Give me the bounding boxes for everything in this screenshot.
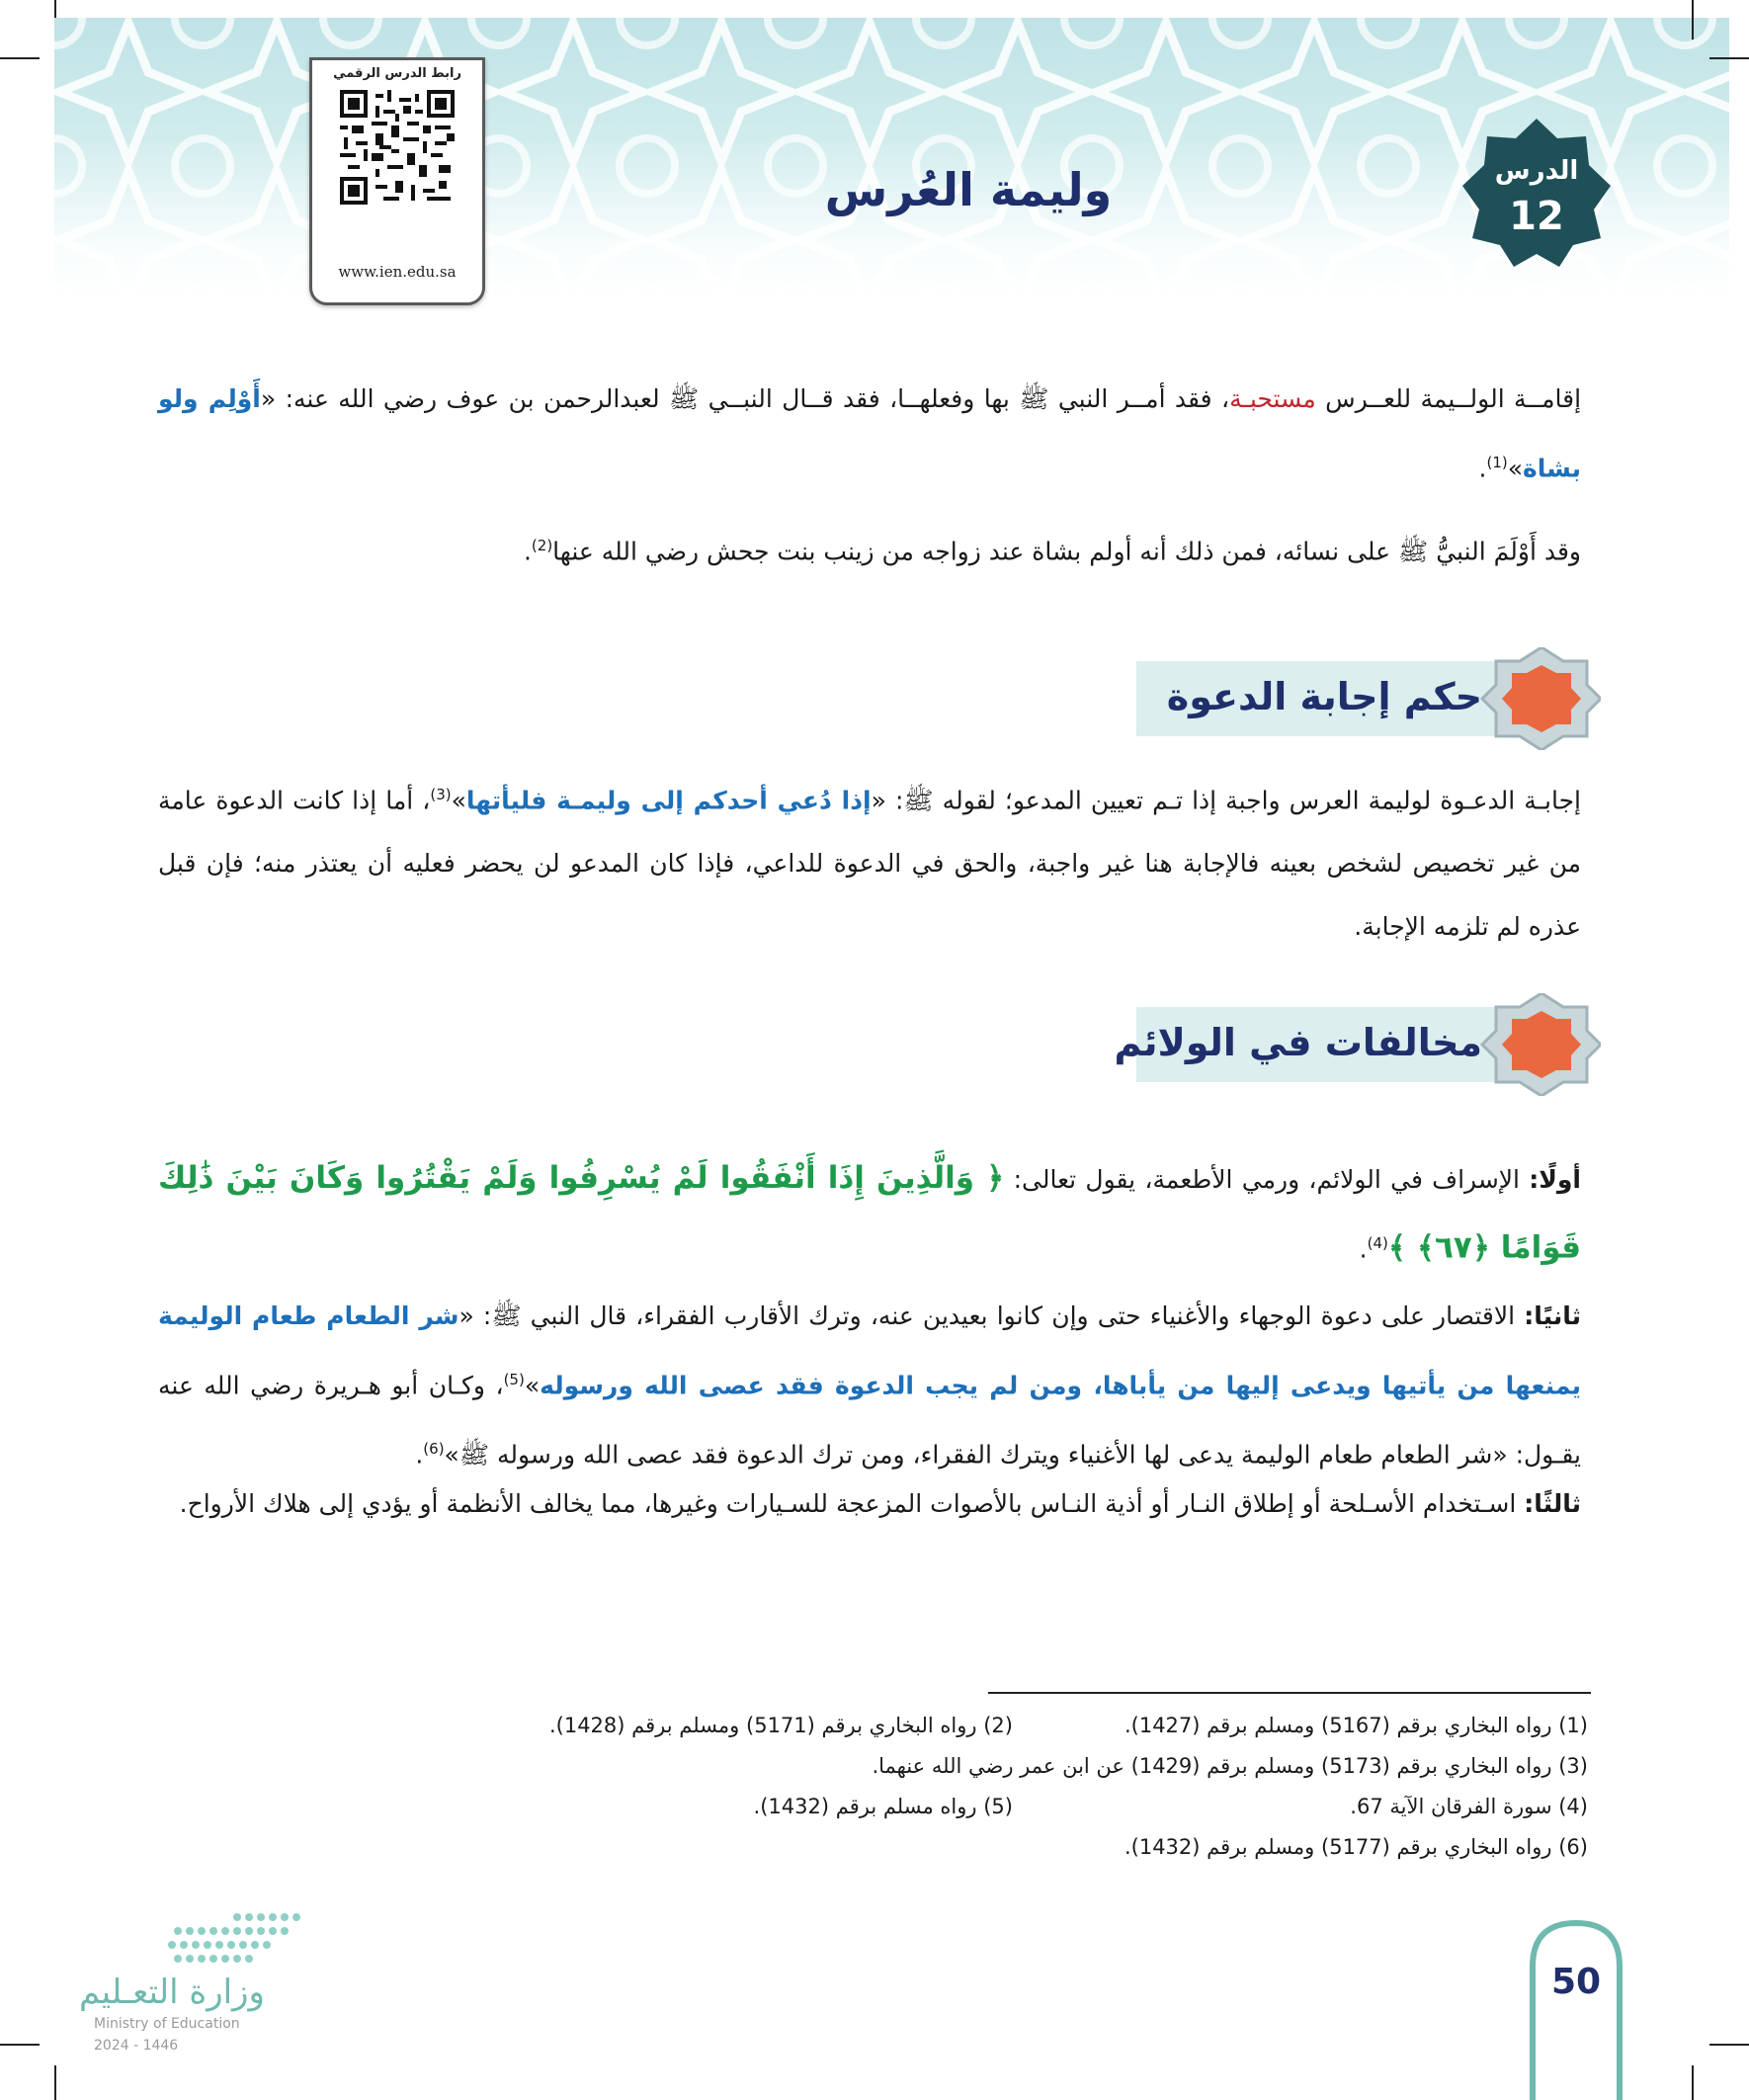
page-tab-icon — [1527, 1917, 1625, 2100]
section1-text: ، أما إذا كانت الدعوة عامة من غير تخصيص لشخص بعينه فالإجابة هنا غير واجبة، والحق في الدعوة للداعي، فإذا كان المدعو لن يحضر فعليه أن يعتذر منه؛ فإن قبل عذره لم تلزمه الإجابة. — [158, 786, 1581, 942]
intro-paragraph-1: إقامــة الولــيمة للعــرس مستحبـة، فقد أمــر النبي ﷺ بها وفعلهــا، فقد قــال النبــي ﷺ لعبدالرحمن بن عوف رضي الله عنه: «أَوْلِم ولو بشاة»$^{(1)}$. — [158, 384, 1582, 483]
qr-title: رابط الدرس الرقمي — [333, 66, 461, 81]
footnote-ref[interactable]: (5) — [503, 1371, 525, 1388]
intro-text: وقد أَوْلَمَ النبيُّ ﷺ على نسائه، فمن ذلك أنه أولم بشاة عند زواجه من زينب بنت جحش رضي الله عنها — [552, 537, 1581, 566]
footnote-ref[interactable]: (2) — [531, 537, 553, 554]
footnote-3: (3) رواه البخاري برقم (5173) ومسلم برقم (1429) عن ابن عمر رضي الله عنهما. — [872, 1754, 1588, 1778]
section1-paragraph — [158, 763, 1581, 959]
violation-first: أولًا: الإسراف في الولائم، ورمي الأطعمة، يقول تعالى: ﴿ وَالَّذِينَ إِذَا أَنْفَقُوا لَمْ يُسْرِفُوا وَلَمْ يَقْتُرُوا وَكَانَ بَيْنَ ذَٰلِكَ قَوَامًا ﴿٦٧﴾ ﴾$^{(4)}$. — [158, 1160, 1581, 1266]
hadith-quote: إذا دُعي أحدكم إلى وليمـة فليأتها — [465, 786, 872, 815]
crop-mark — [1692, 2065, 1694, 2100]
violation-second: ثانيًا: الاقتصار على دعوة الوجهاء والأغنياء حتى وإن كانوا بعيدين عنه، وترك الأقارب الفقراء، قال النبي ﷺ: «شر الطعام طعام الوليمة يمنعها من يأتيها ويدعى إليها من يأباها، ومن لم يجب الدعوة فقد عصى الله ورسوله»$^{(5)}$، وكـان أبو هـريرة رضي الله عنه يقـول: «شر الطعام طعام الوليمة يدعى لها الأغنياء ويترك الفقراء، ومن ترك الدعوة فقد عصى الله ورسوله ﷺ»$^{(6)}$. — [158, 1302, 1581, 1470]
footnote-divider — [988, 1692, 1591, 1694]
violation-text: الاقتصار على دعوة الوجهاء والأغنياء حتى وإن كانوا بعيدين عنه، وترك الأقارب الفقراء، قال النبي ﷺ: « — [458, 1302, 1525, 1330]
quote-close: » — [451, 786, 466, 815]
crop-mark — [54, 2065, 56, 2100]
footnote-ref[interactable]: (6) — [423, 1440, 445, 1459]
quote-close: » — [1507, 454, 1524, 483]
footnote-4: (4) سورة الفرقان الآية 67. — [1350, 1795, 1588, 1818]
intro-paragraph-2: وقد أَوْلَمَ النبيُّ ﷺ على نسائه، فمن ذلك أنه أولم بشاة عند زواجه من زينب بنت جحش رضي الله عنها$^{(2)}$. — [523, 537, 1581, 566]
ministry-name-ar: وزارة التعـليم — [79, 1973, 265, 2012]
crop-mark — [1709, 2044, 1749, 2046]
qr-url[interactable]: www.ien.edu.sa — [338, 263, 457, 281]
quote-close: » — [524, 1371, 541, 1400]
intro-text: ، فقد أمــر النبي ﷺ بها وفعلهــا، فقد قــال النبــي ﷺ لعبدالرحمن بن عوف رضي الله عنه: « — [260, 384, 1230, 413]
crop-mark — [1709, 57, 1749, 59]
crop-mark — [0, 2044, 40, 2046]
hadith-quote: أَوْلِم ولو بشاة — [158, 384, 1581, 483]
footnote-ref[interactable]: (1) — [1486, 454, 1508, 471]
footnote-6: (6) رواه البخاري برقم (5177) ومسلم برقم (1432). — [1124, 1835, 1588, 1859]
edition-year: 2024 - 1446 — [94, 2038, 179, 2054]
crop-mark — [1692, 0, 1694, 40]
footnote-1: (1) رواه البخاري برقم (5167) ومسلم برقم (1427). — [1124, 1714, 1588, 1737]
lesson-label: الدرس — [1494, 156, 1579, 186]
violation-label: ثالثًا: — [1524, 1489, 1581, 1518]
violation-text: الإسراف في الولائم، ورمي الأطعمة، يقول تعالى: — [1004, 1165, 1530, 1194]
quran-verse: ﴿ وَالَّذِينَ إِذَا أَنْفَقُوا لَمْ يُسْرِفُوا وَلَمْ يَقْتُرُوا وَكَانَ بَيْنَ ذَٰلِكَ قَوَامًا ﴿٦٧﴾ ﴾ — [158, 1160, 1581, 1266]
section-title-1: حكم إجابة الدعوة — [1166, 675, 1482, 718]
qr-code-icon[interactable] — [340, 90, 455, 205]
section1-text: إجابـة الدعـوة لوليمة العرس واجبة إذا تـم تعيين المدعو؛ لقوله ﷺ: « — [871, 786, 1581, 815]
crop-mark — [0, 57, 40, 59]
violation-third — [158, 1472, 1581, 1536]
page-number: 50 — [1550, 1962, 1602, 2002]
footnote-2: (2) رواه البخاري برقم (5171) ومسلم برقم (1428). — [548, 1714, 1013, 1737]
footnote-ref[interactable]: (3) — [430, 786, 452, 803]
crop-mark — [54, 0, 56, 18]
term-mustahabba: مستحبـة — [1229, 384, 1316, 413]
violation-label: أولًا: — [1529, 1165, 1581, 1194]
violation-label: ثانيًا: — [1524, 1302, 1581, 1330]
ministry-name-en: Ministry of Education — [94, 2016, 240, 2032]
footnote-ref[interactable]: (4) — [1367, 1234, 1388, 1252]
lesson-number: 12 — [1509, 194, 1564, 239]
violation-text: اسـتخدام الأسـلحة أو إطلاق النـار أو أذية النـاس بالأصوات المزعجة للسـيارات وغيرها، مما يخالف الأنظمة أو يؤدي إلى هلاك الأرواح. — [179, 1489, 1525, 1518]
intro-text: إقامــة الولــيمة للعــرس — [1315, 384, 1582, 413]
footnote-5: (5) رواه مسلم برقم (1432). — [753, 1795, 1013, 1818]
lesson-badge-icon — [1462, 119, 1611, 267]
violation-text: ، وكـان أبو هـريرة رضي الله عنه يقـول: «شر الطعام طعام الوليمة يدعى لها الأغنياء ويترك الفقراء، ومن ترك الدعوة فقد عصى الله ورسوله ﷺ» — [158, 1371, 1581, 1470]
qr-card[interactable] — [309, 57, 485, 305]
lesson-title: وليمة العُرس — [824, 163, 1113, 216]
section-title-2: مخالفات في الولائم — [1114, 1021, 1482, 1064]
hadith-quote: شر الطعام طعام الوليمة يمنعها من يأتيها ويدعى إليها من يأباها، ومن لم يجب الدعوة فقد عصى الله ورسوله — [158, 1302, 1581, 1400]
